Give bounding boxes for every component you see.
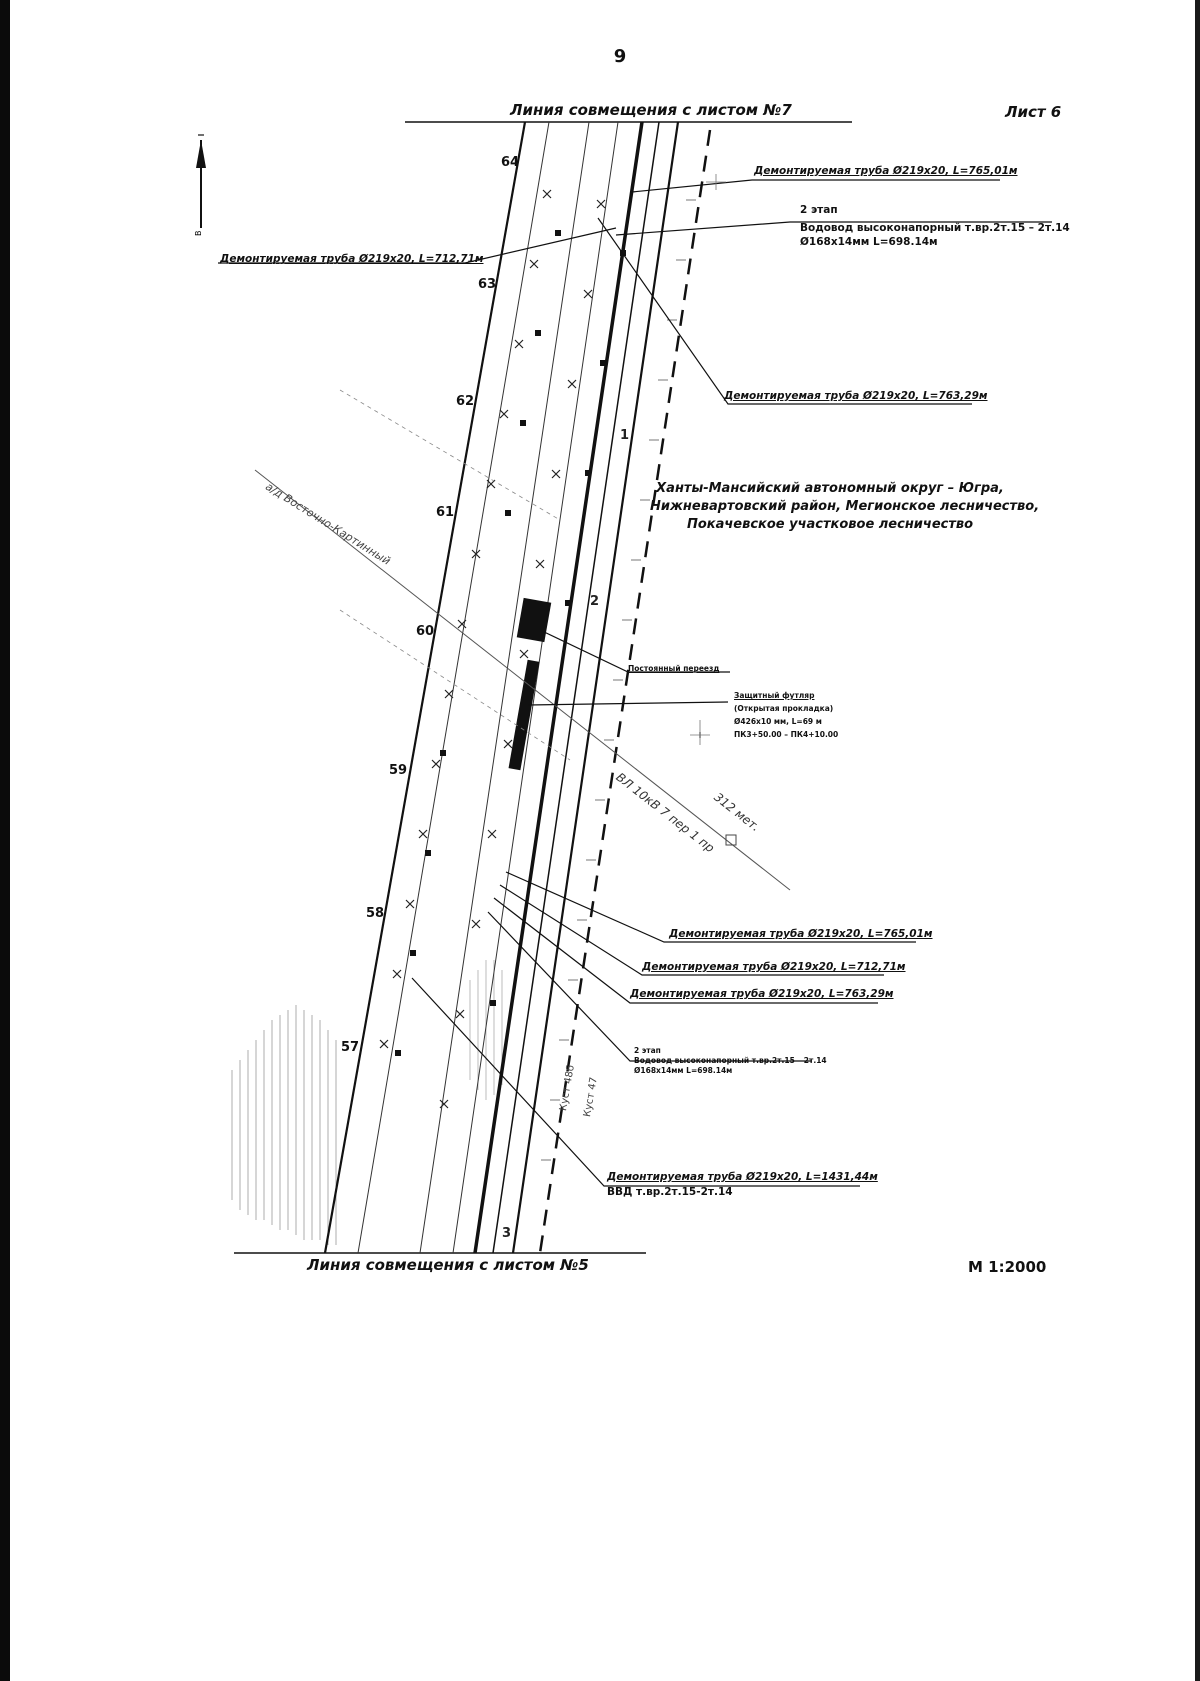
sheet-label: Лист 6	[1005, 103, 1062, 121]
road-chainage-1: 1	[620, 428, 630, 443]
callout-dismantled-pipe-7-route: ВВД т.вр.2т.15-2т.14	[607, 1186, 733, 1198]
pipeline-main	[475, 122, 642, 1253]
callout-casing-title: Защитный футляр	[734, 691, 815, 700]
page-number: 9	[613, 46, 627, 67]
region-line-3: Покачевское участковое лесничество	[686, 517, 974, 532]
region-line-2: Нижневартовский район, Мегионское лесничество,	[650, 499, 1040, 514]
callout-stage2-b-line1: Водовод высоконапорный т.вр.2т.15 – 2т.14	[634, 1056, 827, 1065]
callout-dismantled-pipe-3: Демонтируемая труба Ø219x20, L=763,29м	[724, 390, 988, 402]
callout-dismantled-pipe-5: Демонтируемая труба Ø219x20, L=712,71м	[642, 961, 906, 973]
callout-stage2-b-title: 2 этап	[634, 1046, 661, 1055]
pad-label-48b: Куст 48б	[558, 1064, 577, 1112]
road-chainage-3: 3	[502, 1226, 512, 1241]
pipeline-markers	[380, 190, 605, 1108]
callout-stage2-line1: Водовод высоконапорный т.вр.2т.15 – 2т.14	[800, 222, 1070, 234]
callout-dismantled-pipe-6: Демонтируемая труба Ø219x20, L=763,29м	[630, 988, 894, 1000]
callout-stage2-title: 2 этап	[800, 204, 838, 216]
picket-58: 58	[366, 906, 385, 921]
picket-61: 61	[436, 505, 455, 520]
top-match-line-label: Линия совмещения с листом №7	[510, 101, 792, 119]
bottom-match-line-label: Линия совмещения с листом №5	[307, 1256, 589, 1274]
callout-permanent-crossing: Постоянный переезд	[628, 664, 720, 673]
callout-dismantled-pipe-1: Демонтируемая труба Ø219x20, L=765,01м	[754, 165, 1018, 177]
pad-label-47: Куст 47	[582, 1076, 600, 1118]
callout-casing-line2: Ø426x10 мм, L=69 м	[734, 717, 822, 726]
callout-stage2-line2: Ø168x14мм L=698.14м	[800, 236, 938, 248]
picket-63: 63	[478, 277, 497, 292]
protective-casing-block	[509, 660, 540, 770]
callout-casing-line1: (Открытая прокладка)	[734, 704, 834, 713]
region-line-1: Ханты-Мансийский автономный округ – Югра,	[656, 481, 1004, 496]
callout-casing-line3: ПК3+50.00 – ПК4+10.00	[734, 730, 839, 739]
map-scale: М 1:2000	[968, 1258, 1047, 1276]
picket-60: 60	[416, 624, 435, 639]
callout-dismantled-pipe-7: Демонтируемая труба Ø219x20, L=1431,44м	[607, 1171, 878, 1183]
road-label: а/д Восточно-Картинный	[263, 480, 393, 568]
callout-dismantled-pipe-4: Демонтируемая труба Ø219x20, L=765,01м	[669, 928, 933, 940]
pipeline-node-squares	[395, 230, 626, 1056]
permanent-crossing-block	[517, 598, 552, 642]
vl-span-label: 312 мет.	[711, 790, 763, 835]
region-description	[650, 480, 1040, 534]
leader-lines	[218, 180, 1052, 1186]
picket-62: 62	[456, 394, 475, 409]
vegetation-hatch	[232, 1005, 336, 1245]
road-chainage-2: 2	[590, 594, 600, 609]
callout-stage2-b-line2: Ø168x14мм L=698.14м	[634, 1066, 733, 1075]
picket-59: 59	[389, 763, 408, 778]
picket-57: 57	[341, 1040, 360, 1055]
road-ticks	[541, 200, 696, 1160]
callout-dismantled-pipe-2: Демонтируемая труба Ø219x20, L=712,71м	[220, 253, 484, 265]
crosshair-marks	[690, 174, 726, 745]
north-arrow-letter: В	[194, 230, 203, 236]
north-arrow-icon	[196, 135, 206, 228]
picket-64: 64	[501, 155, 520, 170]
vl-label: ВЛ 10кВ 7 пер 1 пр	[613, 770, 718, 856]
